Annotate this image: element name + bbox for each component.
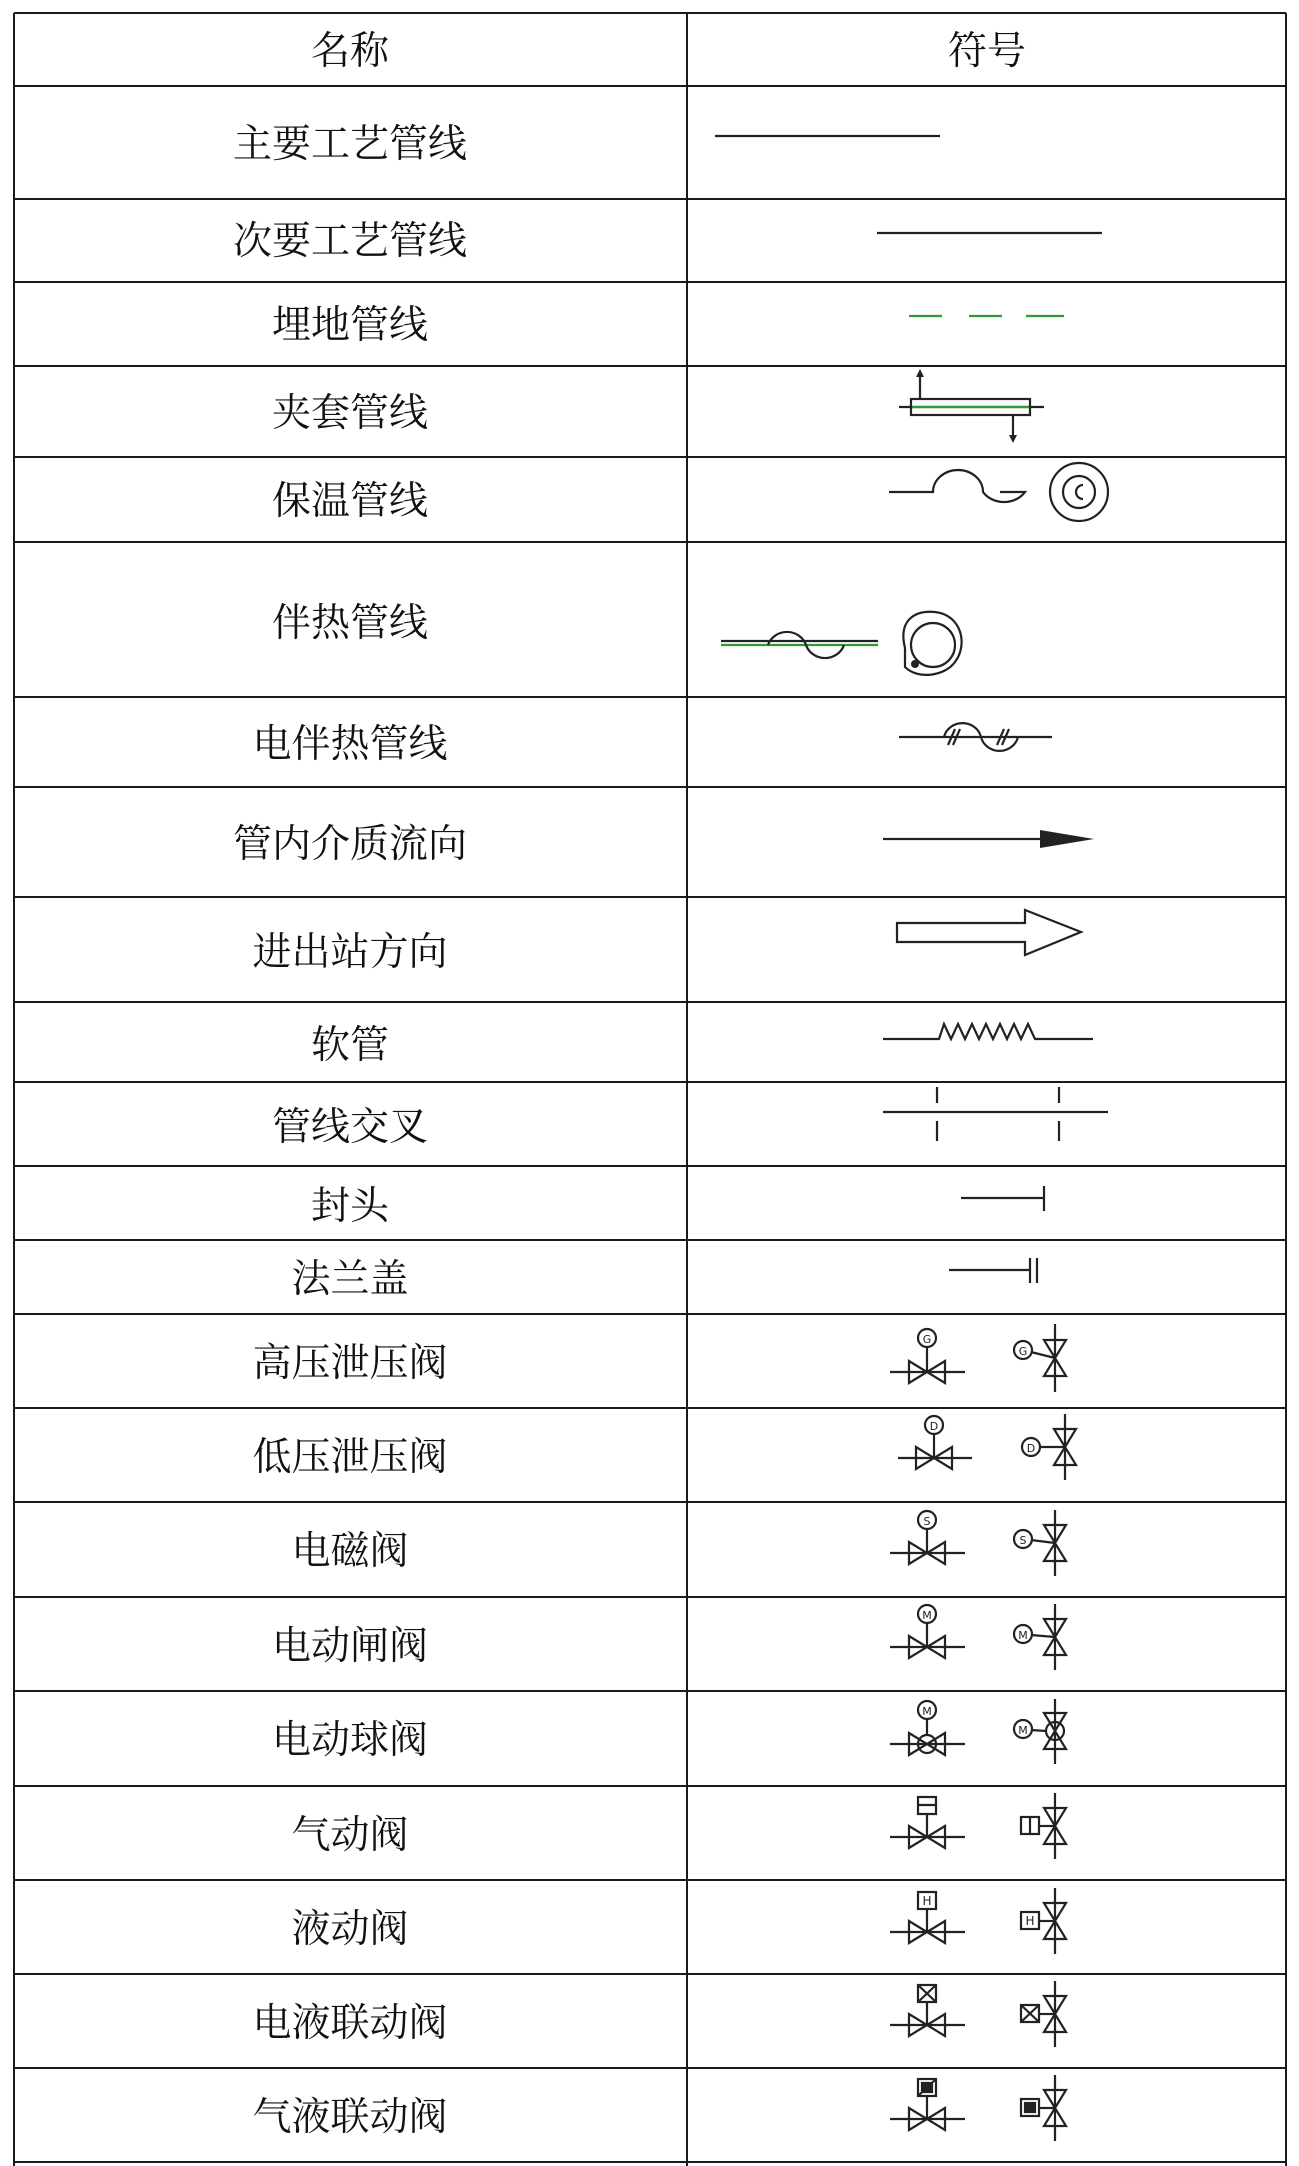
pneumatic-valve-icon <box>890 1793 1066 1859</box>
end-cap-icon <box>961 1186 1044 1211</box>
row-name: 高压泄压阀 <box>252 1341 448 1386</box>
electro-hydraulic-valve-icon <box>890 1981 1066 2047</box>
motor-ball-valve-icon <box>890 1699 1066 1764</box>
flow-arrow-icon <box>883 830 1094 848</box>
row-name: 低压泄压阀 <box>252 1435 448 1480</box>
hydraulic-letter-2: H <box>1025 1914 1035 1928</box>
row-name: 封头 <box>310 1184 390 1229</box>
lp-relief-valve-icon <box>898 1414 1076 1480</box>
hp-letter: G <box>922 1333 932 1346</box>
row-name: 电液联动阀 <box>252 2001 448 2046</box>
motor-ball-letter-2: M <box>1018 1724 1028 1737</box>
row-name: 管内介质流向 <box>232 822 468 867</box>
motor-gate-letter: M <box>922 1609 932 1622</box>
row-name: 埋地管线 <box>271 303 429 348</box>
blind-flange-icon <box>949 1258 1037 1283</box>
hydraulic-valve-icon <box>890 1888 1066 1954</box>
hp-relief-valve-icon <box>890 1324 1066 1392</box>
traced-line-icon <box>721 612 962 675</box>
row-name: 电动球阀 <box>271 1718 429 1763</box>
lp-letter-2: D <box>1026 1442 1036 1455</box>
solenoid-letter-2: S <box>1019 1534 1027 1547</box>
electric-traced-line-icon <box>899 723 1052 751</box>
row-names <box>233 122 467 2140</box>
gas-hydraulic-valve-icon <box>890 2075 1066 2141</box>
row-name: 进出站方向 <box>252 930 448 975</box>
hose-icon <box>883 1024 1093 1039</box>
solenoid-valve-icon <box>890 1510 1066 1576</box>
hp-letter-2: G <box>1018 1345 1028 1358</box>
row-name: 电磁阀 <box>291 1529 409 1574</box>
row-name: 气动阀 <box>291 1813 409 1858</box>
row-name: 保温管线 <box>271 479 429 524</box>
row-name: 伴热管线 <box>271 601 429 646</box>
row-name: 电伴热管线 <box>252 722 448 767</box>
row-name: 次要工艺管线 <box>232 219 468 264</box>
row-name: 夹套管线 <box>271 391 429 436</box>
row-name: 管线交叉 <box>271 1105 429 1150</box>
row-name: 气液联动阀 <box>252 2095 448 2140</box>
header-symbol: 符号 <box>947 29 1027 74</box>
row-name: 法兰盖 <box>291 1257 409 1302</box>
motor-ball-letter: M <box>922 1705 932 1718</box>
solenoid-letter: S <box>923 1515 931 1528</box>
row-name: 液动阀 <box>291 1907 409 1952</box>
station-direction-arrow-icon <box>897 910 1081 955</box>
row-name: 主要工艺管线 <box>232 122 468 167</box>
line-crossing-icon <box>883 1087 1108 1141</box>
hydraulic-letter: H <box>922 1894 932 1908</box>
row-name: 软管 <box>310 1023 390 1068</box>
row-name: 电动闸阀 <box>271 1624 429 1669</box>
table-grid <box>14 13 1286 2166</box>
motor-gate-valve-icon <box>890 1604 1066 1670</box>
jacketed-line-icon <box>899 369 1044 443</box>
header-name: 名称 <box>310 29 390 74</box>
insulated-line-icon <box>889 463 1108 521</box>
motor-gate-letter-2: M <box>1018 1629 1028 1642</box>
lp-letter: D <box>929 1420 939 1433</box>
